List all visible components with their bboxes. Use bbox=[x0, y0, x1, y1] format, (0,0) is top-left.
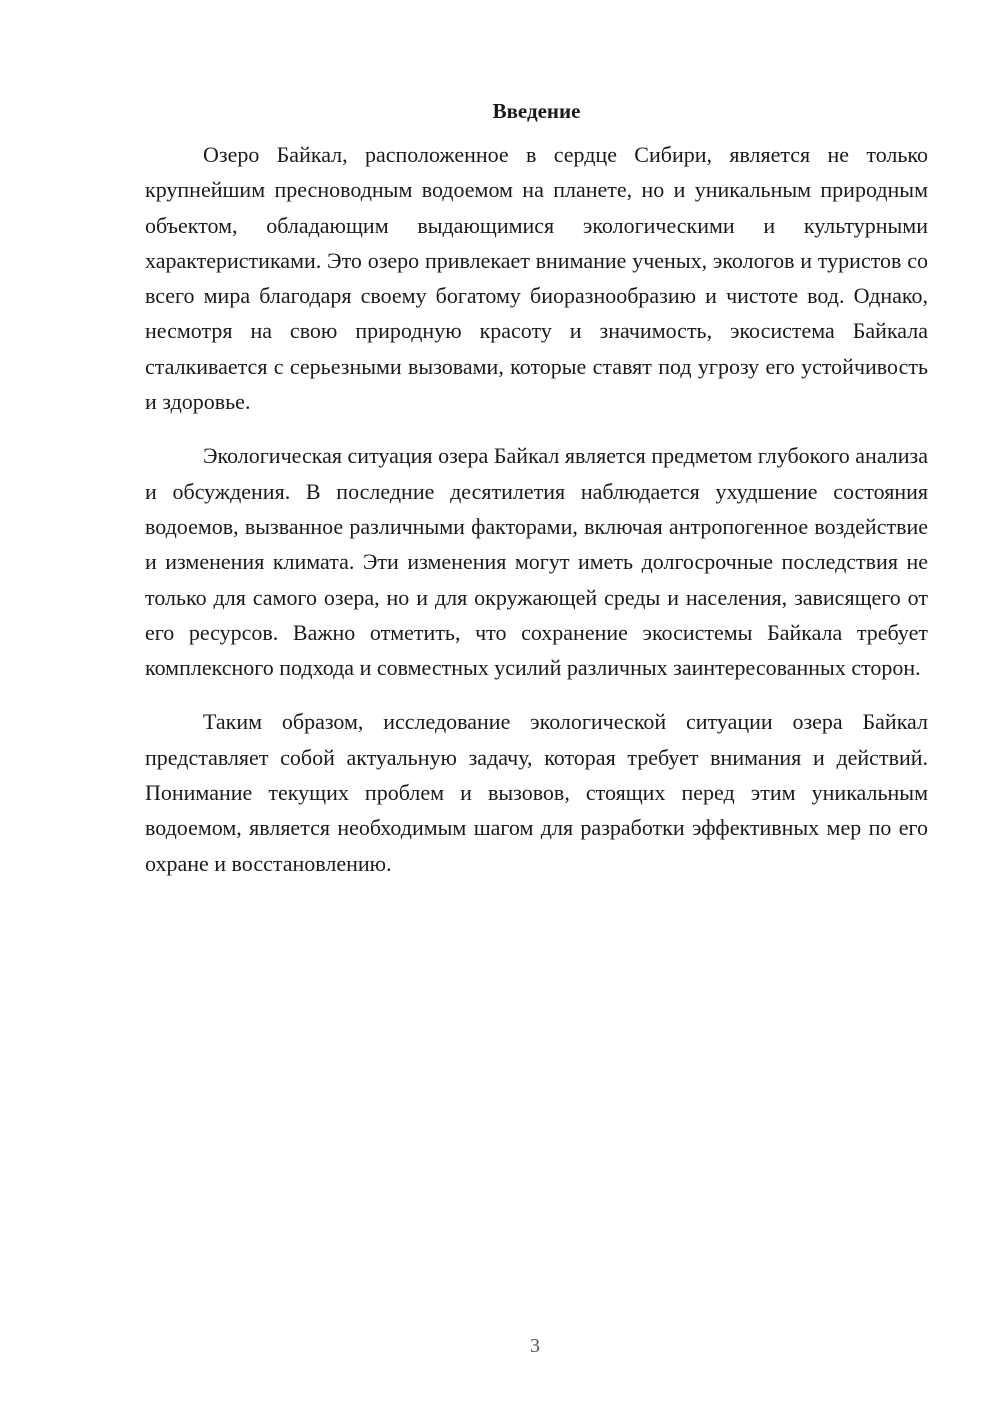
page-number: 3 bbox=[530, 1335, 540, 1357]
paragraph-3: Таким образом, исследование экологической ситуации озера Байкал представляет собой актуальную задачу, которая требует внимания и действий. Понимание текущих проблем и вызовов, стоящих перед этим уникальным водоемом, является необходимым шагом для разработки эффективных мер по его охране и восстановлению. bbox=[145, 709, 928, 876]
page-content bbox=[145, 96, 928, 881]
paragraph-1: Озеро Байкал, расположенное в сердце Сибири, является не только крупнейшим пресноводным водоемом на планете, но и уникальным природным объектом, обладающим выдающимися экологическими и культурными характеристиками. Это озеро привлекает внимание ученых, экологов и туристов со всего мира благодаря своему богатому биоразнообразию и чистоте вод. Однако, несмотря на свою природную красоту и значимость, экосистема Байкала сталкивается с серьезными вызовами, которые ставят под угрозу его устойчивость и здоровье. bbox=[145, 142, 928, 415]
paragraph-2: Экологическая ситуация озера Байкал является предметом глубокого анализа и обсуждения. В последние десятилетия наблюдается ухудшение состояния водоемов, вызванное различными факторами, включая антропогенное воздействие и изменения климата. Эти изменения могут иметь долгосрочные последствия не только для самого озера, но и для окружающей среды и населения, зависящего от его ресурсов. Важно отметить, что сохранение экосистемы Байкала требует комплексного подхода и совместных усилий различных заинтересованных сторон. bbox=[145, 443, 928, 681]
section-heading: Введение bbox=[492, 99, 581, 123]
